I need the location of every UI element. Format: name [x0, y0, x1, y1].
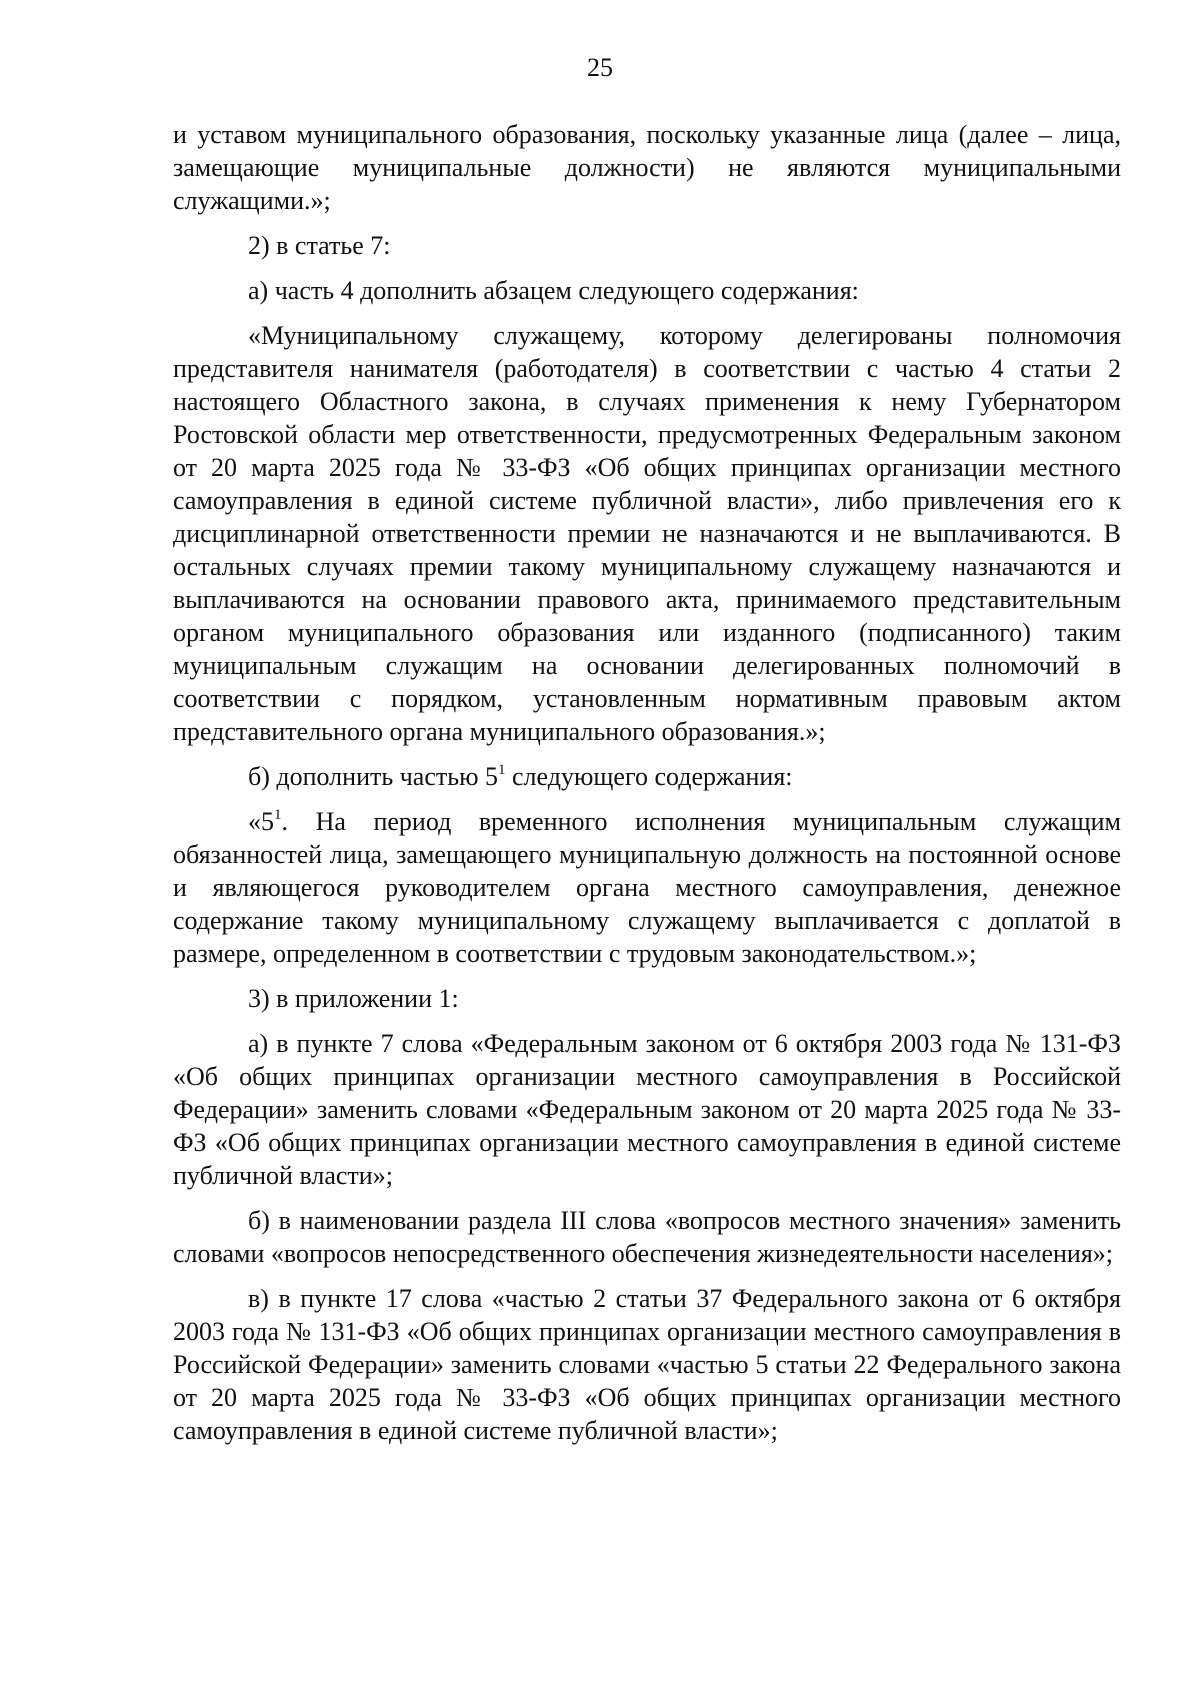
superscript: 1 [274, 807, 282, 823]
paragraph-subitem-a: а) часть 4 дополнить абзацем следующего содержания: [248, 276, 859, 305]
paragraph-part-5-1 [173, 805, 1121, 970]
paragraph-subitem-b: б) в наименовании раздела III слова «вопросов местного значения» заменить словами «вопросов непосредственного обеспечения жизнедеятельности населения»; [173, 1206, 1121, 1268]
text-fragment: «5 [248, 807, 274, 836]
paragraph-subitem-b [173, 760, 1121, 793]
text-fragment: б) дополнить частью 5 [248, 762, 499, 791]
document-body [173, 118, 1121, 1459]
text-fragment: . На период временного исполнения муниципальным служащим обязанностей лица, замещающего муниципальную должность на постоянной основе и являющегося руководителем органа местного самоуправления, денежное содержание такому муниципальному служащему выплачивается с доплатой в размере, определенном в соответствии с трудовым законодательством.»; [173, 807, 1121, 968]
paragraph-item-2: 2) в статье 7: [248, 231, 391, 260]
paragraph-subitem-v: в) в пункте 17 слова «частью 2 статьи 37 Федерального закона от 6 октября 2003 года № 131-ФЗ «Об общих принципах организации местного самоуправления в Российской Федерации» заменить словами «частью 5 статьи 22 Федерального закона от 20 марта 2025 года № 33-ФЗ «Об общих принципах организации местного самоуправления в единой системе публичной власти»; [173, 1284, 1121, 1445]
paragraph-quoted-amendment: «Муниципальному служащему, которому делегированы полномочия представителя нанимателя (работодателя) в соответствии с частью 4 статьи 2 настоящего Областного закона, в случаях применения к нему Губернатором Ростовской области мер ответственности, предусмотренных Федеральным законом от 20 марта 2025 года № 33-ФЗ «Об общих принципах организации местного самоуправления в единой системе публичной власти», либо привлечения его к дисциплинарной ответственности премии не назначаются и не выплачиваются. В остальных случаях премии такому муниципальному служащему назначаются и выплачиваются на основании правового акта, принимаемого представительным органом муниципального образования или изданного (подписанного) таким муниципальным служащим на основании делегированных полномочий в соответствии с порядком, установленным нормативным правовым актом представительного органа муниципального образования.»; [173, 321, 1121, 746]
page-number: 25 [587, 53, 613, 82]
paragraph-subitem-a: а) в пункте 7 слова «Федеральным законом от 6 октября 2003 года № 131-ФЗ «Об общих принципах организации местного самоуправления в Российской Федерации» заменить словами «Федеральным законом от 20 марта 2025 года № 33-ФЗ «Об общих принципах организации местного самоуправления в единой системе публичной власти»; [173, 1029, 1121, 1190]
text-fragment: следующего содержания: [505, 762, 793, 791]
paragraph-item-3: 3) в приложении 1: [248, 984, 459, 1013]
superscript: 1 [498, 762, 506, 778]
paragraph-continuation: и уставом муниципального образования, поскольку указанные лица (далее – лица, замещающие муниципальные должности) не являются муниципальными служащими.»; [173, 120, 1121, 215]
